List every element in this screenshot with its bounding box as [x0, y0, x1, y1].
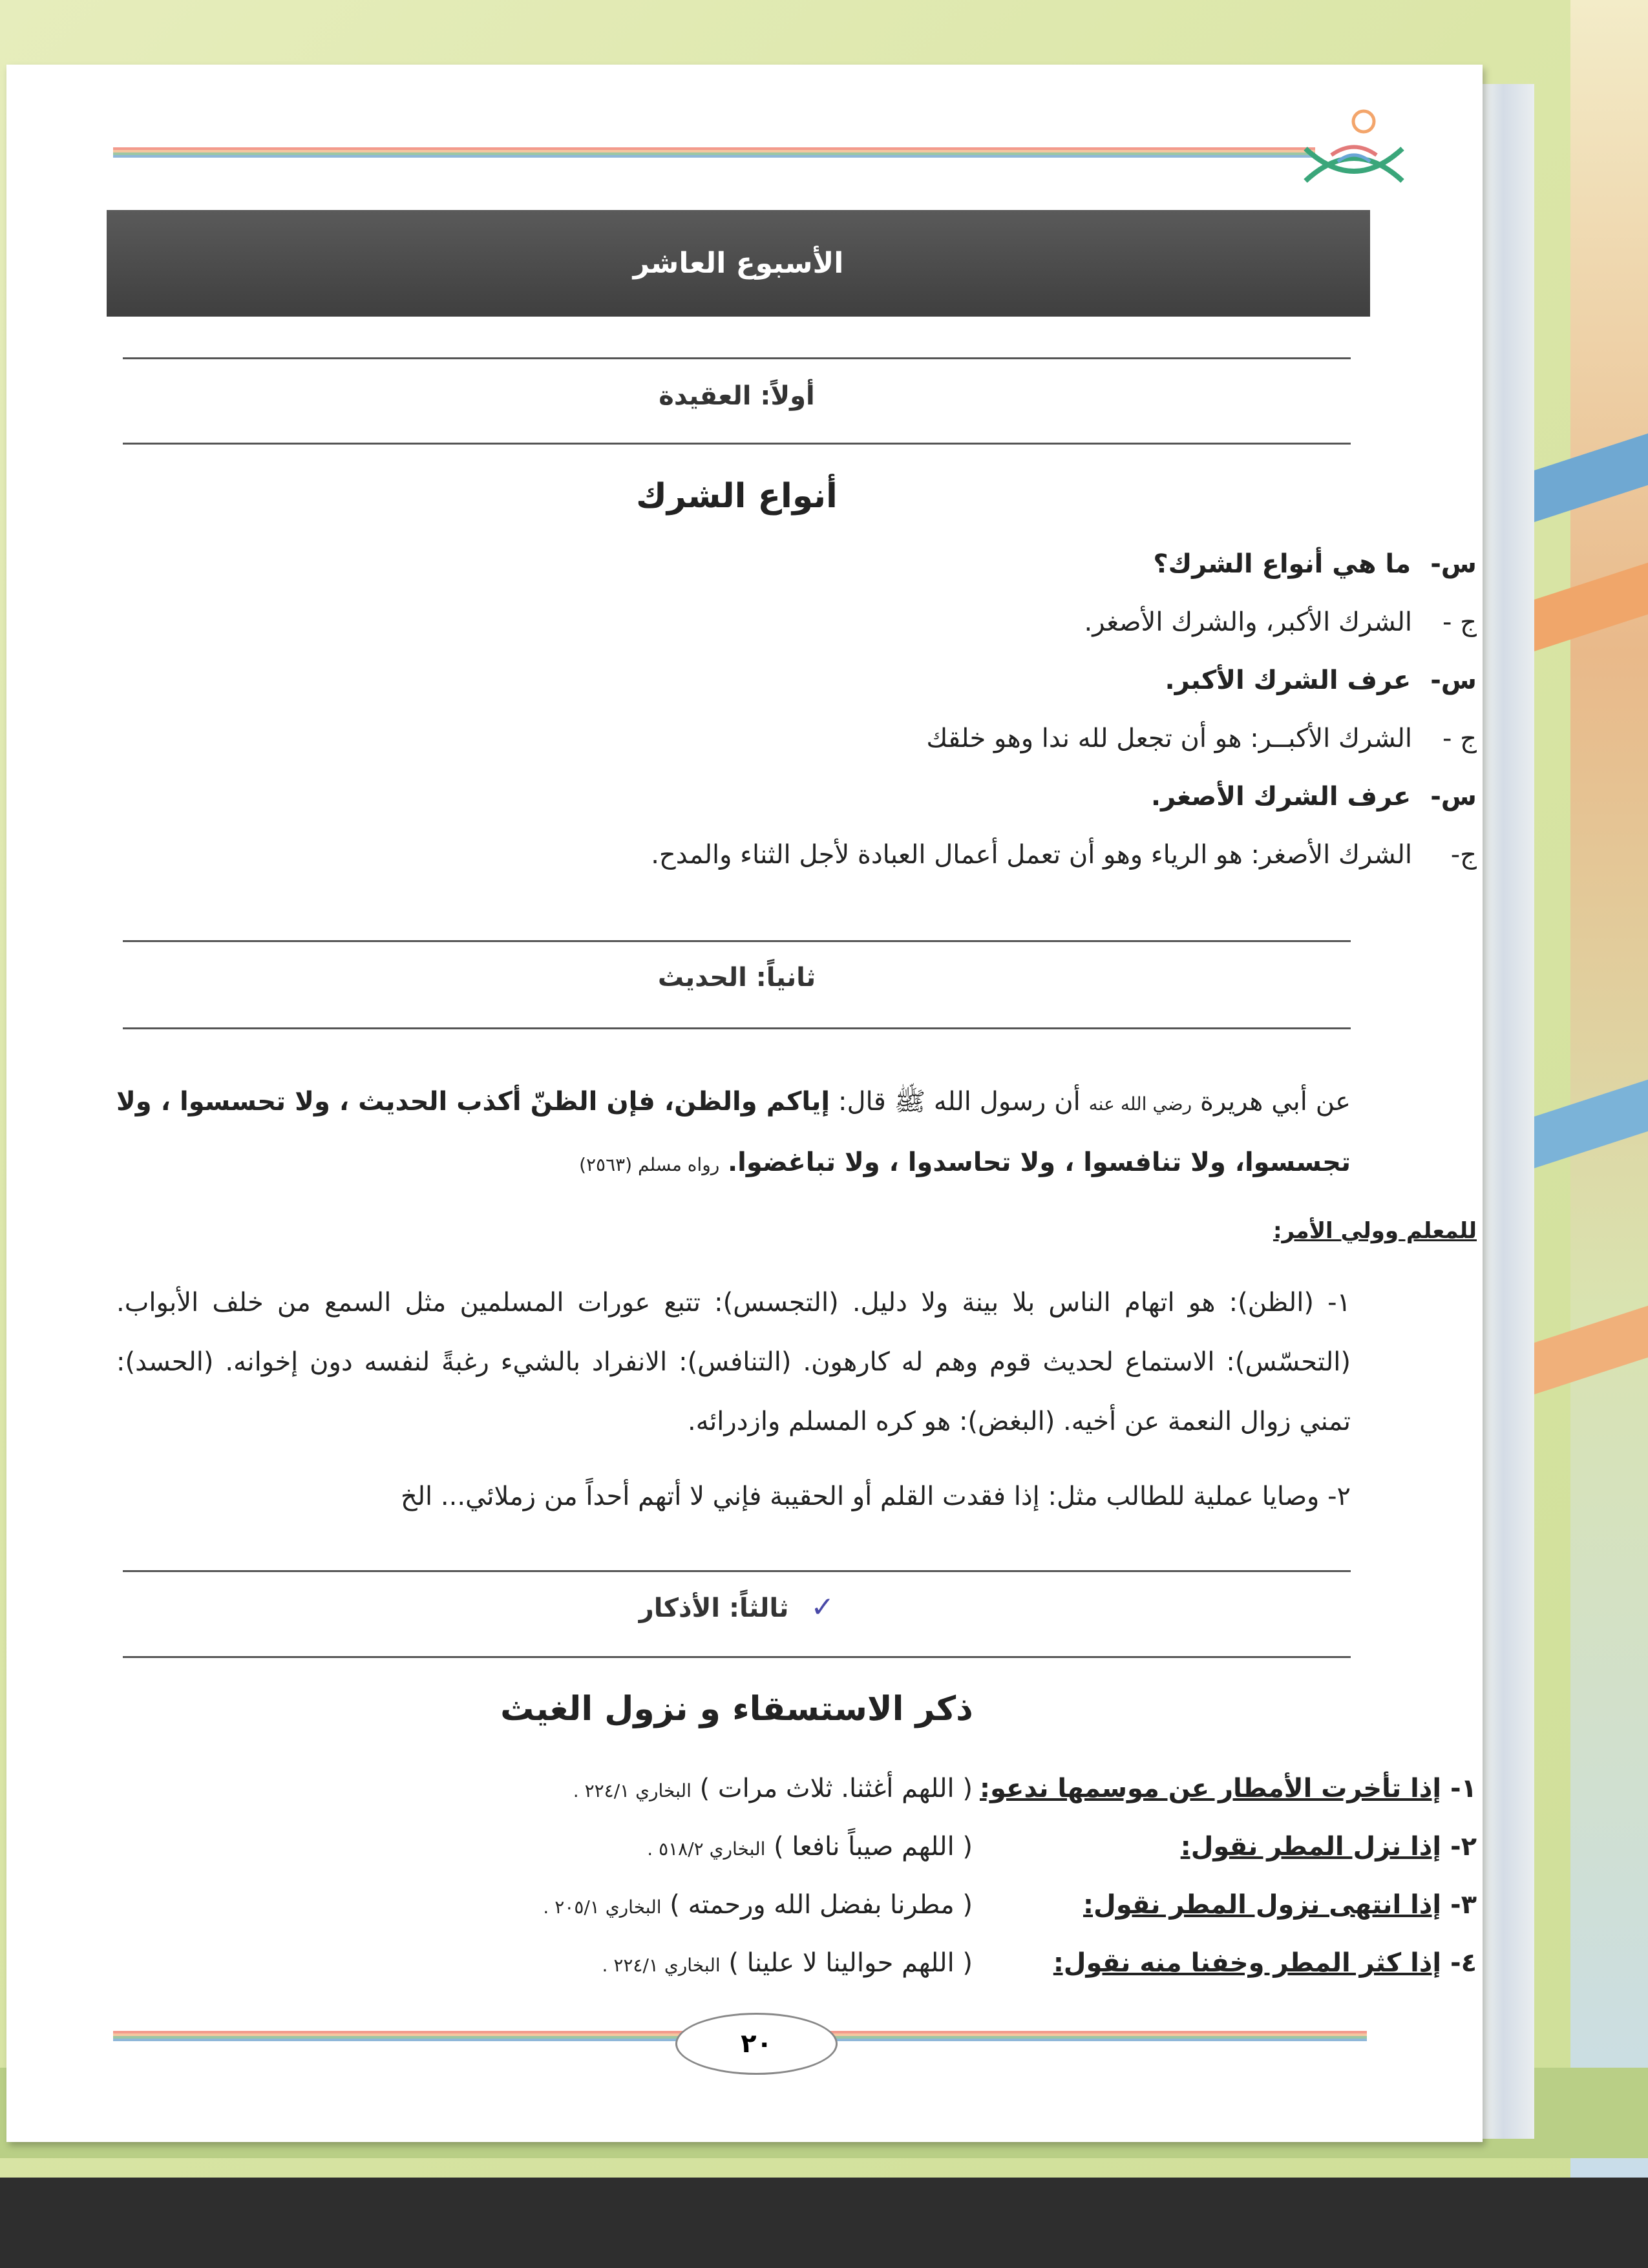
dhikr-condition: إذا نزل المطر نقول: [1180, 1832, 1442, 1862]
dhikr-dua: ( اللهم حوالينا لا علينا ) [728, 1948, 973, 1978]
dhikr-row [602, 1948, 1477, 1978]
qa-row [1151, 782, 1477, 812]
dhikr-row [573, 1774, 1477, 1803]
dhikr-dua: ( اللهم صيباً نافعا ) [774, 1832, 973, 1862]
dhikr-row [647, 1832, 1477, 1862]
dhikr-condition: إذا انتهى نزول المطر نقول: [1083, 1890, 1442, 1920]
qa-text: الشرك الأصغر: هو الرياء وهو أن تعمل أعمال العبادة لأجل الثناء والمدح. [651, 840, 1412, 870]
qa-label: س- [1430, 666, 1477, 695]
qa-label: س- [1430, 782, 1477, 812]
dhikr-condition: إذا كثر المطر وخفنا منه نقول: [1053, 1948, 1442, 1978]
book-logo-icon [1293, 103, 1415, 194]
week-title-bar [107, 210, 1370, 317]
divider [123, 357, 1351, 359]
qa-label: ج - [1442, 724, 1477, 753]
divider [123, 1570, 1351, 1572]
header-rule [113, 147, 1315, 158]
divider [123, 1656, 1351, 1658]
dhikr-source: البخاري ٢٢٤/١ . [602, 1955, 721, 1976]
dhikr-row [543, 1890, 1477, 1920]
qa-label: س- [1430, 549, 1477, 579]
section-title-istisqa: ذكر الاستسقاء و نزول الغيث [500, 1690, 973, 1728]
page-number: ٢٠ [675, 2013, 838, 2075]
divider [123, 443, 1351, 445]
qa-row [1165, 666, 1477, 695]
section-title-shirk: أنواع الشرك [636, 477, 838, 516]
note-item: ١- (الظن): هو اتهام الناس بلا بينة ولا دليل. (التجسس): تتبع عورات المسلمين مثل السمع من خلف الأبواب. (التحسّس): الاستماع لحديث قوم وهم له كارهون. (التنافس): الانفراد بالشيء رغبةً لنفسه دون إخوانه. (الحسد): تمني زوال النعمة عن أخيه. (البغض): هو كره المسلم وازدرائه. [116, 1288, 1351, 1436]
page-edges [1483, 84, 1534, 2139]
qa-row [651, 840, 1477, 870]
dhikr-num: ٤- [1450, 1948, 1477, 1978]
dhikr-dua: ( مطرنا بفضل الله ورحمته ) [670, 1890, 973, 1920]
section-heading-adhkar-text: ثالثاً: الأذكار [639, 1593, 789, 1623]
qa-label: ج- [1450, 840, 1477, 870]
note-heading: للمعلم وولي الأمر: [1273, 1218, 1477, 1244]
hadith-body: إياكم والظن، فإن الظنّ أكذب الحديث ، ولا تحسسوا ، ولا تجسسوا، ولا تنافسوا ، ولا تحاسدوا ، ولا تباغضوا. [116, 1087, 1351, 1177]
qa-text: عرف الشرك الأكبر. [1165, 666, 1411, 695]
dhikr-dua: ( اللهم أغثنا. ثلاث مرات ) [699, 1774, 973, 1803]
dhikr-source: البخاري ٢٠٥/١ . [543, 1896, 662, 1918]
week-title: الأسبوع العاشر [633, 247, 844, 280]
qa-text: ما هي أنواع الشرك؟ [1153, 549, 1411, 579]
qa-text: الشرك الأكبر، والشرك الأصغر. [1084, 607, 1412, 637]
section-heading-aqeedah: أولاً: العقيدة [659, 381, 815, 411]
check-mark-icon: ✓ [810, 1591, 835, 1624]
dhikr-num: ٢- [1450, 1832, 1477, 1862]
qa-row [1084, 607, 1477, 637]
dhikr-source: البخاري ٢٢٤/١ . [573, 1780, 692, 1801]
dhikr-condition: إذا تأخرت الأمطار عن موسمها ندعو: [979, 1774, 1442, 1803]
divider [123, 940, 1351, 942]
divider [123, 1027, 1351, 1029]
hadith-source: رواه مسلم (٢٥٦٣) [579, 1154, 720, 1175]
note-item: ٢- وصايا عملية للطالب مثل: إذا فقدت القلم أو الحقيبة فإني لا أتهم أحداً من زملائي... الخ [401, 1482, 1351, 1511]
dhikr-num: ٣- [1450, 1890, 1477, 1920]
dhikr-num: ١- [1450, 1774, 1477, 1803]
qa-row [1153, 549, 1477, 579]
qa-text: الشرك الأكبــر: هو أن تجعل لله ندا وهو خلقك [926, 724, 1412, 753]
qa-label: ج - [1442, 607, 1477, 637]
dhikr-source: البخاري ٥١٨/٢ . [647, 1838, 766, 1860]
qa-row [926, 724, 1477, 753]
qa-text: عرف الشرك الأصغر. [1150, 782, 1411, 812]
hadith-intro: عن أبي هريرة [1200, 1087, 1351, 1117]
hadith-text [116, 1073, 1351, 1194]
section-heading-hadith: ثانياً: الحديث [657, 963, 816, 992]
section-heading-adhkar [123, 1591, 1351, 1624]
hadith-ra: رضي الله عنه [1088, 1093, 1192, 1115]
hadith-mid: أن رسول الله ﷺ قال: [838, 1087, 1081, 1117]
